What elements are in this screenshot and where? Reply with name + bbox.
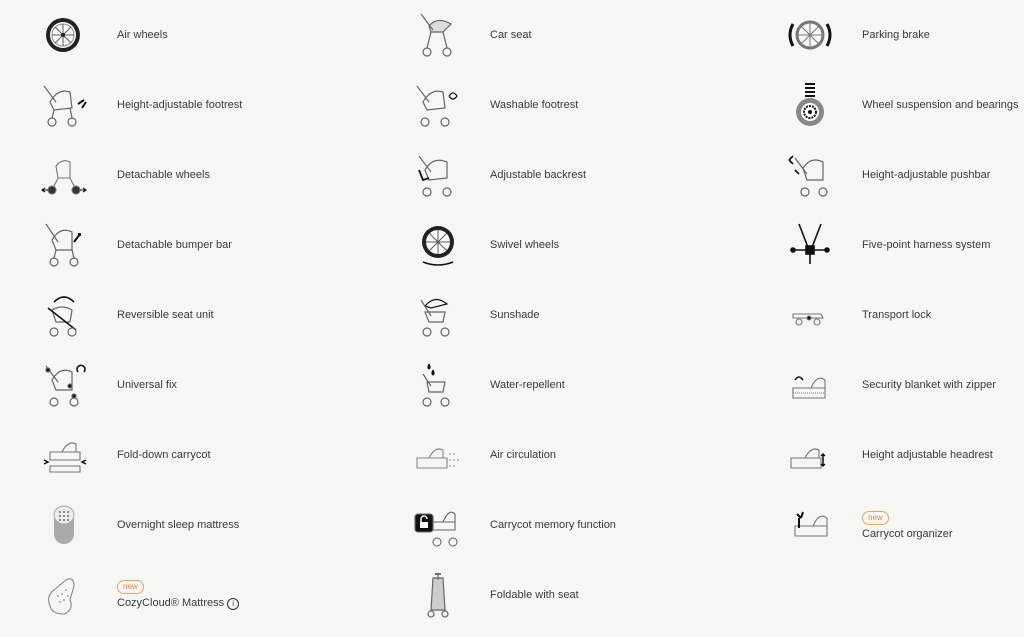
washable-footrest-icon [413,80,463,130]
feature-label: Detachable bumper bar [117,239,232,251]
feature-cozycloud-mattress [0,565,370,625]
feature-parking-brake [745,5,1024,65]
feature-label: Universal fix [117,379,177,391]
feature-reversible-seat-unit [0,285,370,345]
feature-label: Water-repellent [490,379,565,391]
feature-label: Car seat [490,29,532,41]
universal-fix-icon [40,360,90,410]
feature-label: Height adjustable headrest [862,449,993,461]
organizer-icon [785,500,835,550]
pushbar-icon [785,150,835,200]
feature-label: Air circulation [490,449,557,461]
feature-label: Detachable wheels [117,169,210,181]
suspension-icon [785,80,835,130]
feature-carrycot-organizer [745,495,1024,555]
feature-label: Air wheels [117,29,168,41]
detachable-wheels-icon [40,150,90,200]
air-circulation-icon [413,430,463,480]
info-icon[interactable]: i [227,598,239,610]
feature-water-repellent [373,355,743,415]
feature-label: Reversible seat unit [117,309,214,321]
feature-height-adjustable-pushbar [745,145,1024,205]
feature-swivel-wheels [373,215,743,275]
mattress-icon [40,500,90,550]
feature-carrycot-memory-function [373,495,743,555]
feature-washable-footrest [373,75,743,135]
parking-brake-icon [785,10,835,60]
new-badge: new [117,580,144,594]
sunshade-icon [413,290,463,340]
feature-label: Fold-down carrycot [117,449,211,461]
security-blanket-icon [785,360,835,410]
water-repellent-icon [413,360,463,410]
feature-transport-lock [745,285,1024,345]
feature-label: Sunshade [490,309,540,321]
feature-security-blanket [745,355,1024,415]
feature-air-circulation [373,425,743,485]
feature-label: Five-point harness system [862,239,991,251]
backrest-icon [413,150,463,200]
feature-label: Swivel wheels [490,239,560,251]
memory-lock-icon [413,500,463,550]
feature-wheel-suspension [745,75,1024,135]
feature-adjustable-backrest [373,145,743,205]
headrest-icon [785,430,835,480]
feature-label: Height-adjustable footrest [117,99,243,111]
feature-universal-fix [0,355,370,415]
feature-label: Carrycot memory function [490,519,616,531]
feature-foldable-with-seat [373,565,743,625]
feature-label: Height-adjustable pushbar [862,169,991,181]
feature-detachable-bumper-bar [0,215,370,275]
feature-label: Wheel suspension and bearings [862,99,1019,111]
feature-five-point-harness [745,215,1024,275]
feature-label: Overnight sleep mattress [117,519,240,531]
carrycot-icon [40,430,90,480]
feature-label: Foldable with seat [490,589,579,601]
feature-detachable-wheels [0,145,370,205]
feature-height-adjustable-footrest [0,75,370,135]
folded-stroller-icon [413,570,463,620]
stroller-footrest-icon [40,80,90,130]
transport-lock-icon [785,290,835,340]
feature-fold-down-carrycot [0,425,370,485]
car-seat-icon [413,10,463,60]
feature-air-wheels [0,5,370,65]
reversible-seat-icon [40,290,90,340]
air-wheel-icon [40,10,90,60]
feature-label: Adjustable backrest [490,169,586,181]
feature-label: Carrycot organizer [862,527,953,540]
bumper-bar-icon [40,220,90,270]
harness-icon [785,220,835,270]
feature-label: CozyCloud® Mattress [117,597,225,610]
feature-height-adjustable-headrest [745,425,1024,485]
feature-sunshade [373,285,743,345]
feature-label: Security blanket with zipper [862,379,996,391]
cozycloud-mattress-icon [40,570,90,620]
new-badge: new [862,511,889,525]
feature-label: Washable footrest [490,99,579,111]
feature-overnight-sleep-mattress [0,495,370,555]
feature-car-seat [373,5,743,65]
feature-label: Transport lock [862,309,932,321]
feature-label: Parking brake [862,29,930,41]
swivel-wheel-icon [413,220,463,270]
